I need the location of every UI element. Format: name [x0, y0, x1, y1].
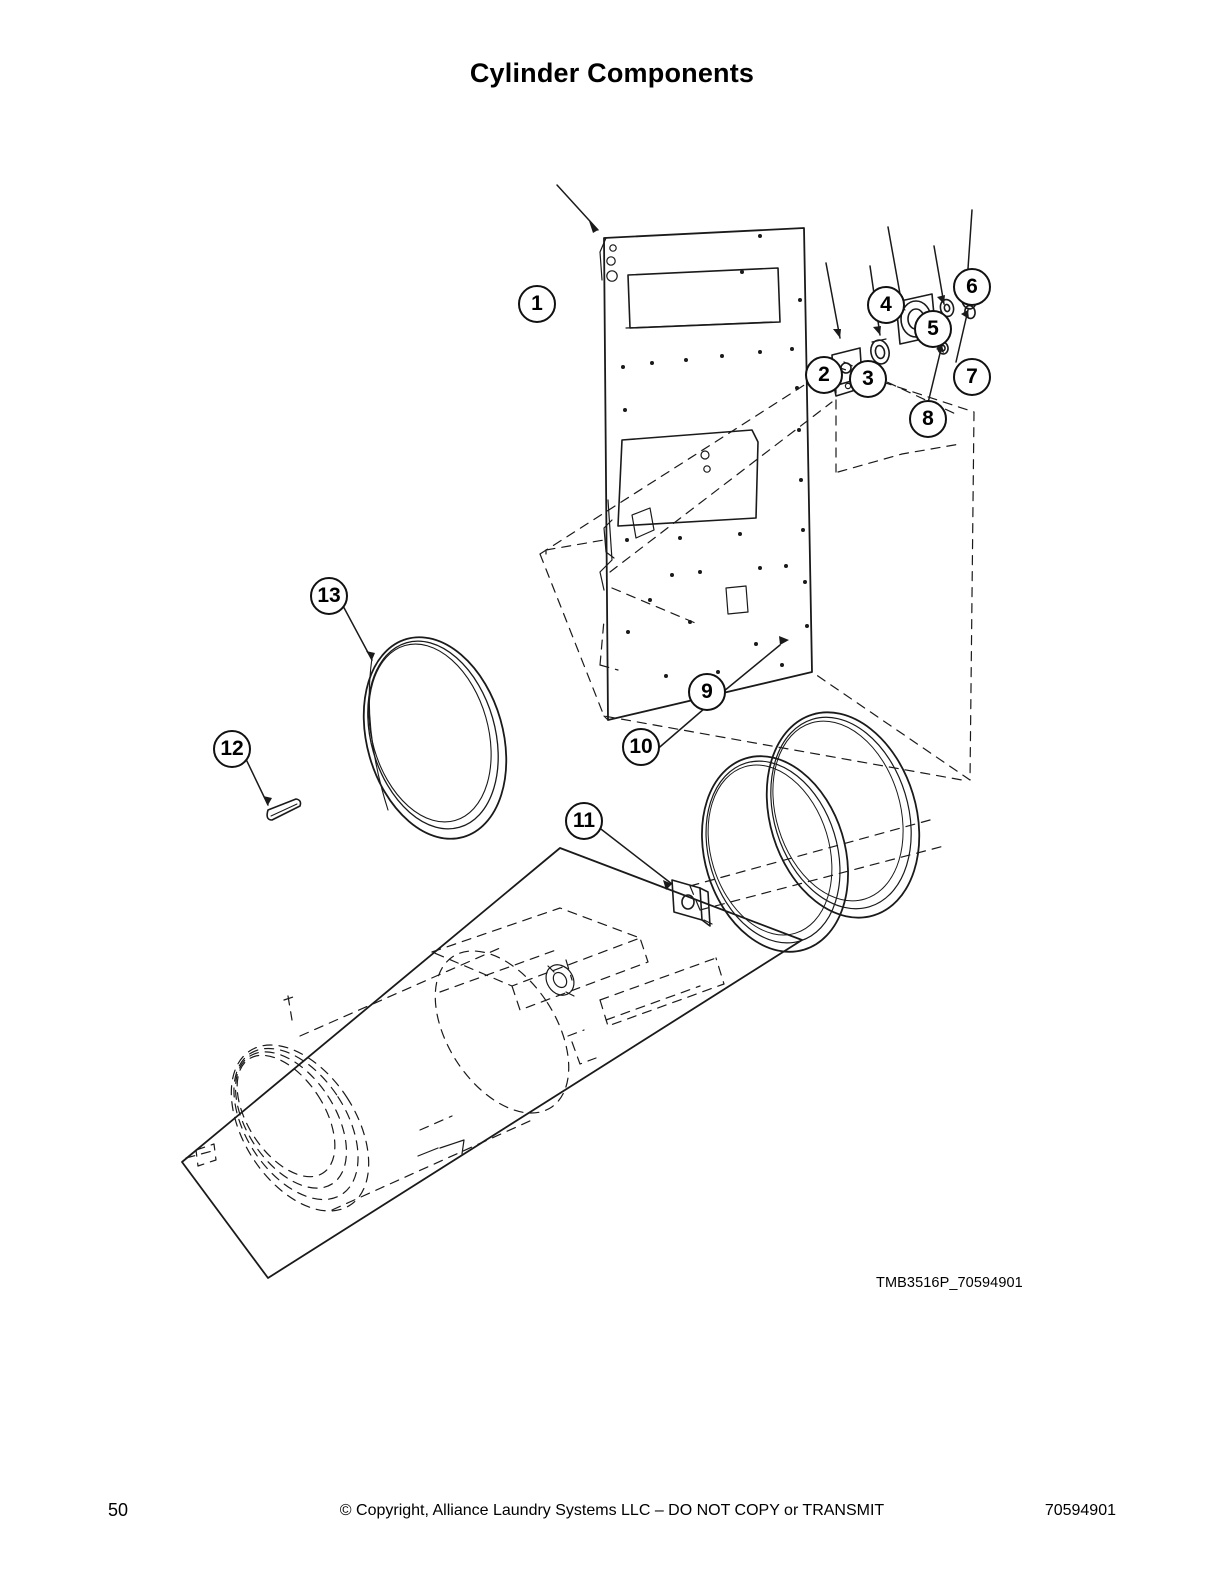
callout-5[interactable]: 5 [914, 310, 952, 348]
part-pin [267, 799, 300, 820]
diagram-artwork [0, 120, 1224, 1320]
callout-1[interactable]: 1 [518, 285, 556, 323]
page-number: 50 [108, 1500, 129, 1520]
callout-8[interactable]: 8 [909, 400, 947, 438]
callout-7[interactable]: 7 [953, 358, 991, 396]
copyright-notice: © Copyright, Alliance Laundry Systems LLC – DO NOT COPY or TRANSMIT [339, 1502, 885, 1519]
drawing-code: TMB3516P_70594901 [876, 1275, 1023, 1291]
callout-2[interactable]: 2 [805, 356, 843, 394]
page-footer [0, 1500, 1224, 1522]
part-rear-panel [600, 228, 812, 720]
document-number: 70594901 [1044, 1502, 1116, 1519]
part-inner-seal-ring [679, 738, 871, 970]
exploded-parts-diagram [0, 120, 1224, 1320]
callout-12[interactable]: 12 [213, 730, 251, 768]
callout-3[interactable]: 3 [849, 360, 887, 398]
part-outer-seal-ring [742, 693, 943, 937]
callout-10[interactable]: 10 [622, 728, 660, 766]
callout-13[interactable]: 13 [310, 577, 348, 615]
page-title: Cylinder Components [469, 58, 755, 88]
leader-lines [244, 185, 972, 884]
callout-4[interactable]: 4 [867, 286, 905, 324]
callout-11[interactable]: 11 [565, 802, 603, 840]
callout-9[interactable]: 9 [688, 673, 726, 711]
callout-6[interactable]: 6 [953, 268, 991, 306]
